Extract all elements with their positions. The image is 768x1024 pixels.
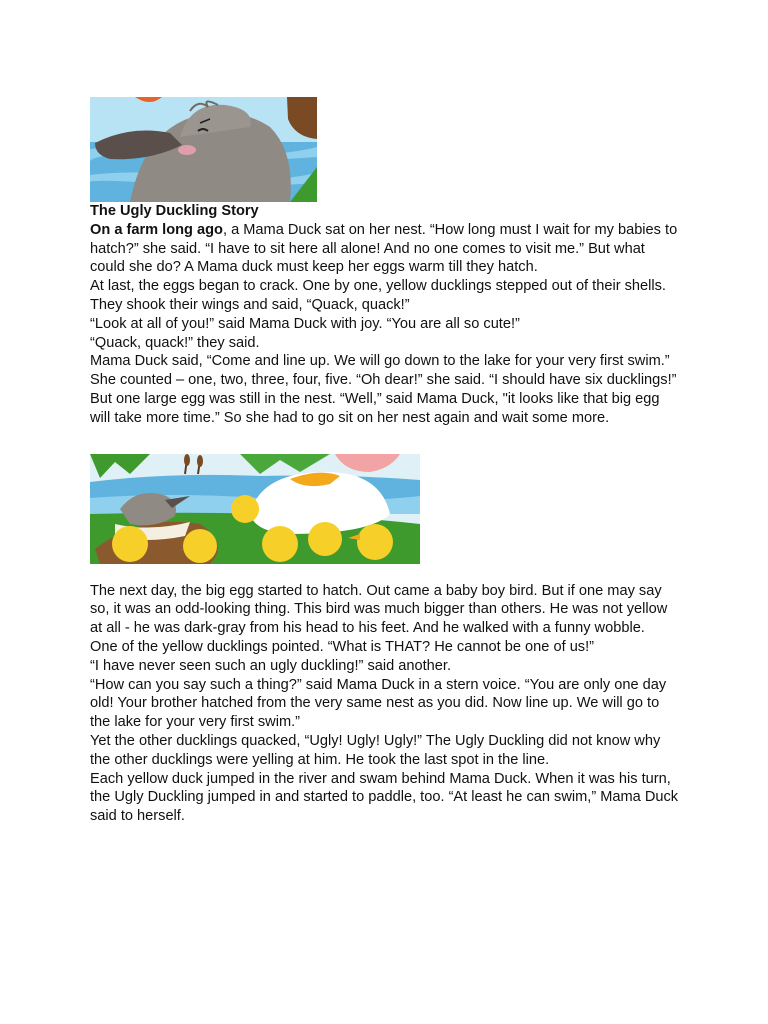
paragraph: Mama Duck said, “Come and line up. We will go down to the lake for your very first swim.” She counted – one, two, three, four, five. “Oh dear!” she said. “I should have six ducklings!” (90, 353, 677, 389)
document-page (90, 97, 680, 826)
story-text (90, 202, 680, 428)
paragraph: At last, the eggs began to crack. One by one, yellow ducklings stepped out of their shells. They shook their wings and said, “Quack, quack!” (90, 278, 666, 313)
paragraph: Each yellow duck jumped in the river and swam behind Mama Duck. When it was his turn, the Ugly Duckling jumped in and started to paddle, too. “At least he can swim,” Mama Duck said to herself. (90, 770, 679, 825)
story-title: The Ugly Duckling Story (90, 203, 259, 219)
paragraph: “I have never seen such an ugly duckling!” said another. (90, 657, 452, 674)
paragraph: “Quack, quack!” they said. (90, 334, 260, 351)
intro-text: , a Mama Duck sat on her nest. “How long must I wait for my babies to hatch?” she said. “I have to sit here all alone! And no one comes to visit me.” But what could she do? A Mama duck must keep her eggs warm till they hatch. (90, 221, 678, 276)
ugly-duckling-illustration (90, 97, 317, 202)
paragraph: One of the yellow ducklings pointed. “What is THAT? He cannot be one of us!” (90, 638, 595, 655)
paragraph: “How can you say such a thing?” said Mama Duck in a stern voice. “You are only one day old! Your brother hatched from the very same nest as you did. Now line up. We will go to the lake for your very first swim.” (90, 676, 667, 731)
paragraph: “Look at all of you!” said Mama Duck with joy. “You are all so cute!” (90, 315, 520, 332)
paragraph: Yet the other ducklings quacked, “Ugly! Ugly! Ugly!” The Ugly Duckling did not know why the other ducklings were yelling at him. He took the last spot in the line. (90, 732, 661, 768)
paragraph: The next day, the big egg started to hatch. Out came a baby boy bird. But if one may say so, it was an odd-looking thing. This bird was much bigger than others. He was not yellow at all - he was dark-gray from his head to his feet. And he walked with a funny wobble. (90, 582, 668, 637)
story-text-continued (90, 582, 680, 826)
paragraph: But one large egg was still in the nest. “Well,” said Mama Duck, "it looks like that big egg will take more time.” So she had to go sit on her nest again and wait some more. (90, 390, 660, 426)
hatching-ducklings-illustration (90, 454, 420, 564)
intro-bold-phrase: On a farm long ago (90, 221, 223, 238)
intro-paragraph (90, 221, 680, 277)
